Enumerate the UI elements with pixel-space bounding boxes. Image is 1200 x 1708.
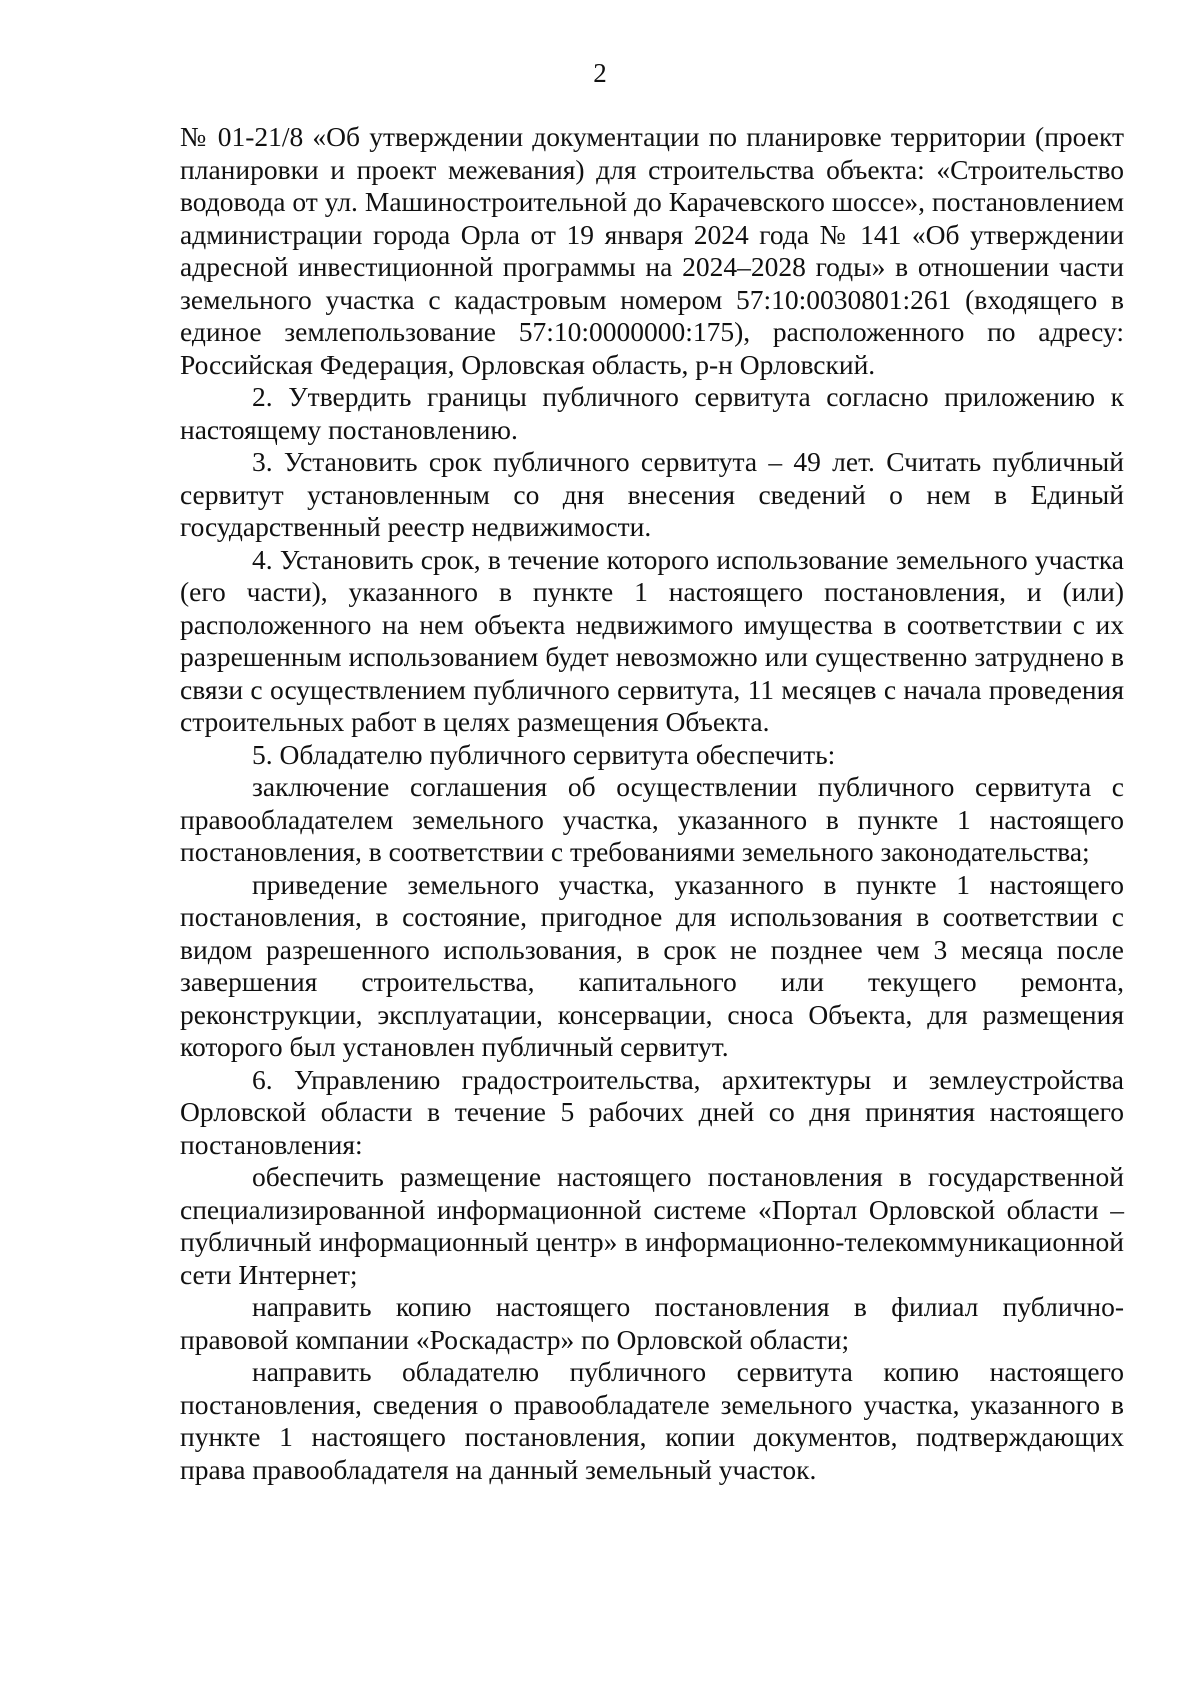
paragraph-item-6-holder-copy: направить обладателю публичного сервитута копию настоящего постановления, сведения о правообладателе земельного участка, указанного в пункте 1 настоящего постановления, копии документов, подтверждающих права правообладателя на данный земельный участок. bbox=[180, 1356, 1124, 1485]
page-number: 2 bbox=[593, 58, 607, 88]
paragraph-item-6-directorate: 6. Управлению градостроительства, архитектуры и землеустройства Орловской области в течение 5 рабочих дней со дня принятия настоящего постановления: bbox=[180, 1063, 1124, 1160]
paragraph-item-3-term: 3. Установить срок публичного сервитута – 49 лет. Считать публичный сервитут установленным со дня внесения сведений о нем в Единый государственный реестр недвижимости. bbox=[180, 446, 1124, 542]
paragraph-item-5-restoration: приведение земельного участка, указанного в пункте 1 настоящего постановления, в состояние, пригодное для использования в соответствии с видом разрешенного использования, в срок не позднее чем 3 месяца после завершения строительства, капитального или текущего ремонта, реконструкции, эксплуатации, консервации, сноса Объекта, для размещения которого был установлен публичный сервитут. bbox=[180, 868, 1124, 1062]
paragraph-item-6-publication: обеспечить размещение настоящего постановления в государственной специализированной информационной системе «Портал Орловской области – публичный информационный центр» в информационно-телекоммуникационной сети Интернет; bbox=[180, 1161, 1124, 1290]
document-body bbox=[180, 121, 1124, 1486]
paragraph-item-5-agreement: заключение соглашения об осуществлении публичного сервитута с правообладателем земельного участка, указанного в пункте 1 настоящего постановления, в соответствии с требованиями земельного законодательства; bbox=[180, 771, 1124, 867]
paragraph-item-5-obligations: 5. Обладателю публичного сервитута обеспечить: bbox=[252, 738, 836, 770]
paragraph-item-2-boundaries: 2. Утвердить границы публичного сервитута согласно приложению к настоящему постановлению. bbox=[180, 381, 1124, 445]
paragraph-item-4-usage-restriction: 4. Установить срок, в течение которого использование земельного участка (его части), указанного в пункте 1 настоящего постановления, и (или) расположенного на нем объекта недвижимого имущества в соответствии с их разрешенным использованием будет невозможно или существенно затруднено в связи с осуществлением публичного сервитута, 11 месяцев с начала проведения строительных работ в целях размещения Объекта. bbox=[180, 543, 1124, 737]
paragraph-item-6-cadastre-copy: направить копию настоящего постановления в филиал публично-правовой компании «Роскадастр» по Орловской области; bbox=[180, 1291, 1124, 1355]
paragraph-continuation: № 01-21/8 «Об утверждении документации по планировке территории (проект планировки и проект межевания) для строительства объекта: «Строительство водовода от ул. Машиностроительной до Карачевского шоссе», постановлением администрации города Орла от 19 января 2024 года № 141 «Об утверждении адресной инвестиционной программы на 2024–2028 годы» в отношении части земельного участка с кадастровым номером 57:10:0030801:261 (входящего в единое землепользование 57:10:0000000:175), расположенного по адресу: Российская Федерация, Орловская область, р-н Орловский. bbox=[180, 121, 1124, 380]
